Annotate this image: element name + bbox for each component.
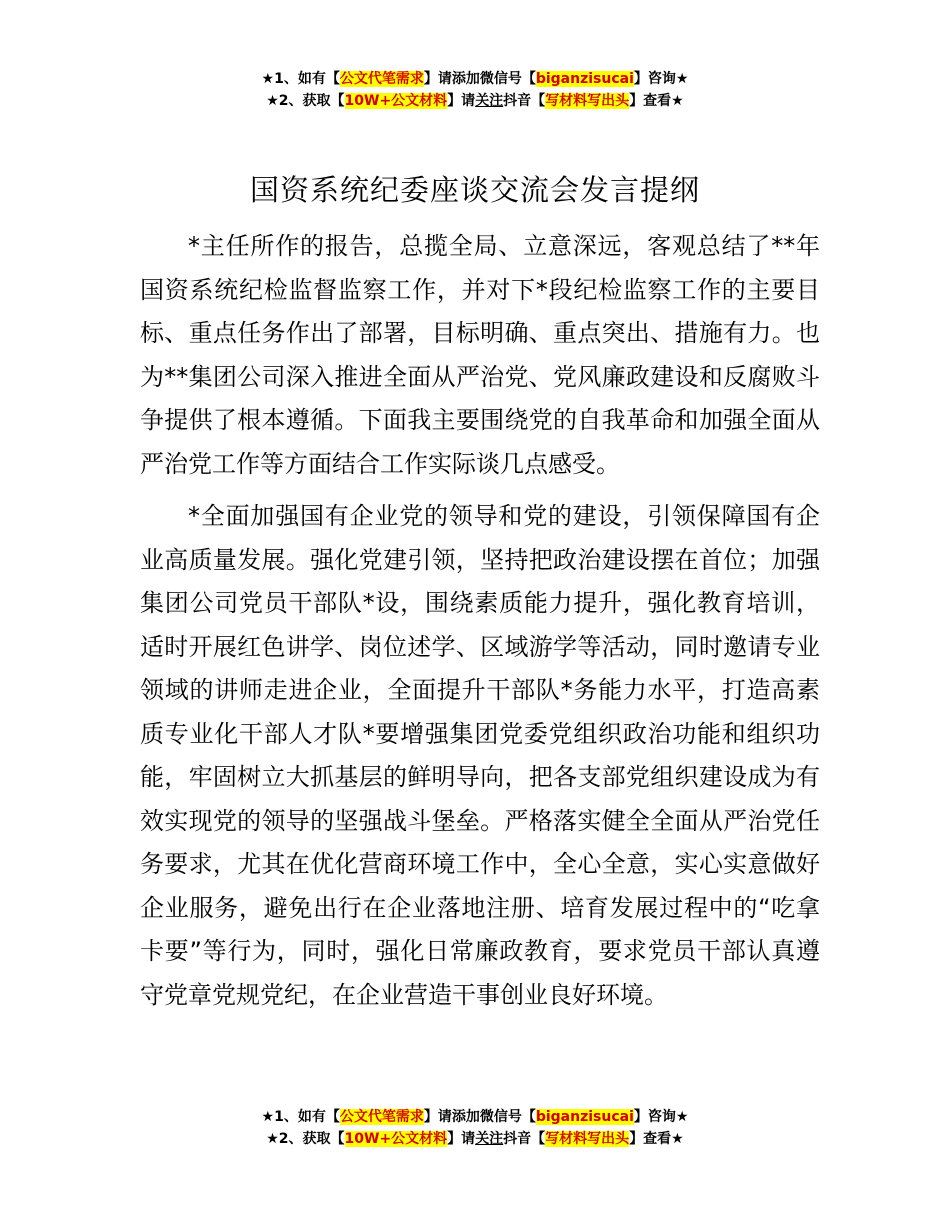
footer-line-2-prefix: ★2、获取【 [266,1131,345,1147]
banner-highlight-materials: 10W+公文材料 [344,93,448,109]
banner-underlined-follow: 关注 [475,93,504,109]
footer-highlight-wechat-id: biganzisucai [535,1109,634,1125]
paragraph-1: *主任所作的报告，总揽全局、立意深远，客观总结了**年国资系统纪检监督监察工作，并对下*段纪检监察工作的主要目标、重点任务作出了部署，目标明确、重点突出、措施有力。也为**集团公司深入推进全面从严治党、党风廉政建设和反腐败斗争提供了根本遵循。下面我主要围绕党的自我革命和加强全面从严治党工作等方面结合工作实际谈几点感受。 [140,232,820,478]
banner-highlight-wechat-id: biganzisucai [535,71,634,87]
banner-line-1-suffix: 】咨询★ [633,71,689,87]
banner-highlight-ghostwriting: 公文代笔需求 [339,71,424,87]
footer-line-2-mid-1: 】请 [447,1131,476,1147]
banner-line-1-mid: 】请添加微信号【 [423,71,536,87]
banner-highlight-douyin-account: 写材料写出头 [545,93,630,109]
footer-line-1-suffix: 】咨询★ [633,1109,689,1125]
footer-line-2-mid-2: 抖音【 [503,1131,546,1147]
footer-highlight-ghostwriting: 公文代笔需求 [339,1109,424,1125]
header-banner [0,68,950,112]
banner-line-1-prefix: ★1、如有【 [261,71,340,87]
footer-banner-line-1 [0,1106,950,1128]
banner-line-2-suffix: 】查看★ [629,93,684,109]
footer-highlight-materials: 10W+公文材料 [344,1131,448,1147]
footer-line-1-mid: 】请添加微信号【 [423,1109,536,1125]
document-title: 国资系统纪委座谈交流会发言提纲 [249,173,700,207]
banner-line-1 [0,68,950,90]
footer-banner [0,1106,950,1150]
banner-line-2-mid-1: 】请 [447,93,476,109]
footer-line-2-suffix: 】查看★ [629,1131,684,1147]
footer-highlight-douyin-account: 写材料写出头 [545,1131,630,1147]
paragraph-2: *全面加强国有企业党的领导和党的建设，引领保障国有企业高质量发展。强化党建引领，坚持把政治建设摆在首位；加强集团公司党员干部队*设，围绕素质能力提升，强化教育培训，适时开展红色讲学、岗位述学、区域游学等活动，同时邀请专业领域的讲师走进企业，全面提升干部队*务能力水平，打造高素质专业化干部人才队*要增强集团党委党组织政治功能和组织功能，牢固树立大抓基层的鲜明导向，把各支部党组织建设成为有效实现党的领导的坚强战斗堡垒。严格落实健全全面从严治党任务要求，尤其在优化营商环境工作中，全心全意，实心实意做好企业服务，避免出行在企业落地注册、培育发展过程中的“吃拿卡要”等行为，同时，强化日常廉政教育，要求党员干部认真遵守党章党规党纪，在企业营造干事创业良好环境。 [140,502,820,1009]
footer-underlined-follow: 关注 [475,1131,504,1147]
footer-line-1-prefix: ★1、如有【 [261,1109,340,1125]
document-body [140,225,820,1017]
banner-line-2-prefix: ★2、获取【 [266,93,345,109]
banner-line-2 [0,90,950,112]
footer-banner-line-2 [0,1128,950,1150]
banner-line-2-mid-2: 抖音【 [503,93,546,109]
